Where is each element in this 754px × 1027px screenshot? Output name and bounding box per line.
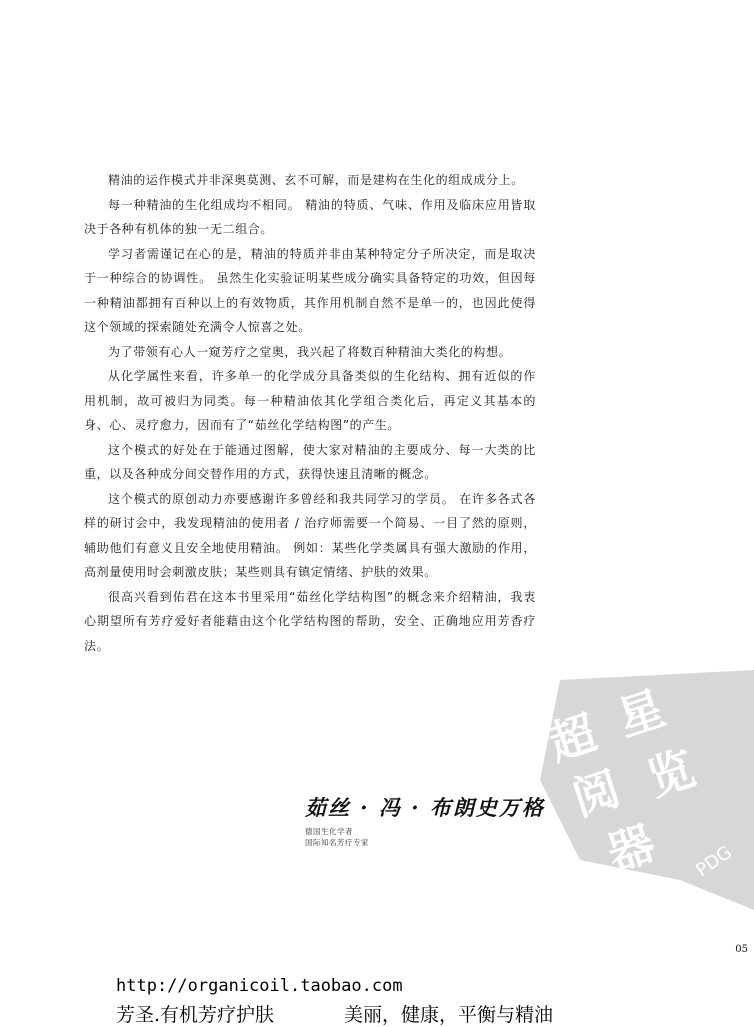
footer-url[interactable]: http://organicoil.taobao.com — [116, 976, 403, 996]
paragraph-7: 这个模式的原创动力亦要感谢许多曾经和我共同学习的学员。 在许多各式各样的研讨会中，我发现精油的使用者 / 治疗师需要一个简易、一目了然的原则，辅助他们有意义且安全地使用精油。 例如：某些化学类属具有强大激励的作用，高剂量使用时会刺激皮肤；某些则具有镇定情绪、护肤的效果。 — [84, 491, 536, 579]
watermark-char-1: 超 — [542, 705, 603, 771]
paragraph-4: 为了带领有心人一窥芳疗之堂奥，我兴起了将数百种精油大类化的构想。 — [108, 344, 512, 359]
author-role-2: 国际知名芳疗专家 — [305, 838, 369, 847]
paragraph-5: 从化学属性来看，许多单一的化学成分具备类似的生化结构、拥有近似的作用机制，故可被归为同类。每一种精油依其化学组合类化后，再定义其基本的身、心、灵疗愈力，因而有了“茹丝化学结构图”的产生。 — [84, 369, 536, 432]
watermark-char-5: 器 — [600, 815, 662, 882]
paragraph-6: 这个模式的好处在于能通过图解，使大家对精油的主要成分、每一大类的比重，以及各种成分间交替作用的方式，获得快速且清晰的概念。 — [84, 442, 536, 481]
paragraph-2: 每一种精油的生化组成均不相同。 精油的特质、气味、作用及临床应用皆取决于各种有机体的独一无二组合。 — [84, 197, 536, 236]
watermark-char-3: 阅 — [565, 760, 627, 827]
signature-block — [305, 792, 545, 848]
paragraph-8: 很高兴看到佑君在这本书里采用“茹丝化学结构图”的概念来介绍精油，我衷心期望所有芳疗爱好者能藉由这个化学结构图的帮助，安全、正确地应用芳香疗法。 — [84, 589, 536, 653]
watermark-char-4: 览 — [640, 740, 702, 807]
footer-brand: 芳圣.有机芳疗护肤 — [116, 1004, 275, 1026]
footer-slogan: 美丽，健康，平衡与精油 — [344, 1004, 554, 1026]
footer-tagline — [116, 1000, 736, 1027]
watermark-seal — [520, 660, 754, 920]
page-number: 05 — [735, 944, 748, 955]
paragraph-1: 精油的运作模式并非深奥莫测、玄不可解，而是建构在生化的组成成分上。 — [108, 173, 524, 187]
author-role-1: 德国生化学者 — [305, 827, 353, 836]
watermark-label: PDG — [692, 841, 736, 882]
author-name: 茹丝 · 冯 · 布朗史万格 — [305, 795, 545, 820]
preface-text — [84, 168, 536, 658]
paragraph-3: 学习者需谨记在心的是，精油的特质并非由某种特定分子所决定，而是取决于一种综合的协调性。 虽然生化实验证明某些成分确实具备特定的功效，但因每一种精油都拥有百种以上的有效物质，其作用机制自然不是单一的，也因此使得这个领域的探索随处充满令人惊喜之处。 — [84, 246, 536, 334]
watermark-char-2: 星 — [610, 680, 672, 747]
